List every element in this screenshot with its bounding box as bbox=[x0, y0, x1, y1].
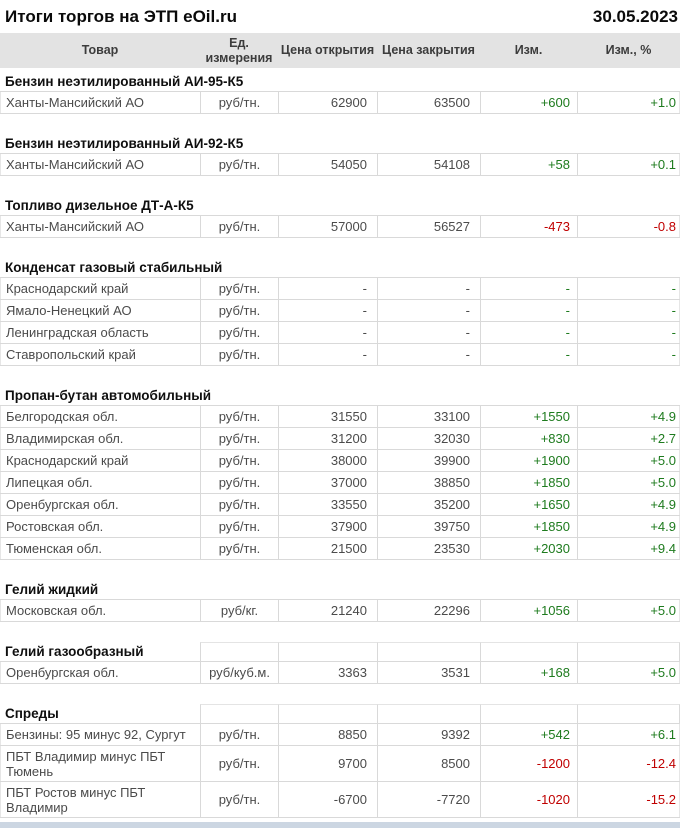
cell-product bbox=[0, 472, 200, 493]
cell-change: +1650 bbox=[480, 494, 577, 515]
cell-unit: руб/тн. bbox=[200, 450, 278, 471]
cell-unit: руб/тн. bbox=[200, 154, 278, 175]
cell-open-price: 21500 bbox=[278, 538, 377, 559]
cell-change: +1550 bbox=[480, 406, 577, 427]
cell-product bbox=[0, 344, 200, 365]
bottom-bar bbox=[0, 822, 680, 828]
cell-change-pct: +4.9 bbox=[577, 406, 680, 427]
product-label: Липецкая обл. bbox=[6, 475, 93, 490]
cell-unit: руб/тн. bbox=[200, 406, 278, 427]
table-row bbox=[0, 662, 680, 684]
table-row bbox=[0, 782, 680, 818]
product-label: Ростовская обл. bbox=[6, 519, 104, 534]
cell-change: +1056 bbox=[480, 600, 577, 621]
page-title: Итоги торгов на ЭТП eOil.ru bbox=[5, 6, 237, 26]
cell-change: +600 bbox=[480, 92, 577, 113]
cell-unit: руб/тн. bbox=[200, 538, 278, 559]
table-row bbox=[0, 724, 680, 746]
cell-open-price: - bbox=[278, 344, 377, 365]
cell-open-price: - bbox=[278, 300, 377, 321]
cell-unit: руб/тн. bbox=[200, 300, 278, 321]
cell-change-pct: +0.1 bbox=[577, 154, 680, 175]
section-header-empty-cell bbox=[577, 642, 680, 661]
cell-unit: руб/тн. bbox=[200, 216, 278, 237]
cell-change: +168 bbox=[480, 662, 577, 683]
cell-product bbox=[0, 450, 200, 471]
table-row bbox=[0, 300, 680, 322]
cell-change-pct: +5.0 bbox=[577, 472, 680, 493]
cell-product bbox=[0, 516, 200, 537]
cell-open-price: 37900 bbox=[278, 516, 377, 537]
cell-change-pct: -12.4 bbox=[577, 746, 680, 781]
section-header-row bbox=[0, 134, 680, 154]
cell-product bbox=[0, 538, 200, 559]
section-gap bbox=[0, 684, 680, 704]
column-header-4: Цена закрытия bbox=[382, 43, 475, 57]
product-label: Ханты-Мансийский АО bbox=[6, 95, 144, 110]
product-label: Владимирская обл. bbox=[6, 431, 124, 446]
product-label: Ханты-Мансийский АО bbox=[6, 219, 144, 234]
section-header-row bbox=[0, 196, 680, 216]
cell-product bbox=[0, 746, 200, 781]
cell-change: -1200 bbox=[480, 746, 577, 781]
section-title: Гелий газообразный bbox=[5, 644, 144, 659]
section-gap bbox=[0, 560, 680, 580]
table-body bbox=[0, 68, 680, 818]
product-label: Московская обл. bbox=[6, 603, 107, 618]
cell-change: +1850 bbox=[480, 472, 577, 493]
section-header-empty-cell bbox=[278, 704, 377, 723]
section-gap bbox=[0, 176, 680, 196]
cell-change-pct: +6.1 bbox=[577, 724, 680, 745]
cell-open-price: 57000 bbox=[278, 216, 377, 237]
cell-change: +58 bbox=[480, 154, 577, 175]
cell-unit: руб/тн. bbox=[200, 724, 278, 745]
cell-product bbox=[0, 782, 200, 817]
cell-product bbox=[0, 92, 200, 113]
cell-close-price: 39900 bbox=[377, 450, 480, 471]
cell-open-price: -6700 bbox=[278, 782, 377, 817]
section-title: Топливо дизельное ДТ-А-К5 bbox=[5, 198, 194, 213]
cell-change: +830 bbox=[480, 428, 577, 449]
cell-change: +1900 bbox=[480, 450, 577, 471]
cell-change-pct: +4.9 bbox=[577, 494, 680, 515]
cell-close-price: 35200 bbox=[377, 494, 480, 515]
cell-open-price: 38000 bbox=[278, 450, 377, 471]
cell-product bbox=[0, 428, 200, 449]
table-row bbox=[0, 406, 680, 428]
product-label: ПБТ Владимир минус ПБТ Тюмень bbox=[6, 748, 166, 779]
cell-change-pct: - bbox=[577, 300, 680, 321]
report-date: 30.05.2023 bbox=[592, 6, 678, 26]
report-title-bar bbox=[0, 0, 680, 31]
section-header-empty-cell bbox=[480, 642, 577, 661]
cell-change: +1850 bbox=[480, 516, 577, 537]
section-header-empty-cell bbox=[577, 704, 680, 723]
cell-change: +2030 bbox=[480, 538, 577, 559]
cell-product bbox=[0, 494, 200, 515]
cell-change-pct: +1.0 bbox=[577, 92, 680, 113]
cell-product bbox=[0, 216, 200, 237]
table-row bbox=[0, 746, 680, 782]
cell-product bbox=[0, 724, 200, 745]
section-gap bbox=[0, 622, 680, 642]
cell-close-price: 63500 bbox=[377, 92, 480, 113]
section-header-row bbox=[0, 704, 680, 724]
product-label: Бензины: 95 минус 92, Сургут bbox=[6, 727, 186, 742]
cell-open-price: 31200 bbox=[278, 428, 377, 449]
cell-change-pct: - bbox=[577, 322, 680, 343]
cell-open-price: 54050 bbox=[278, 154, 377, 175]
cell-close-price: - bbox=[377, 300, 480, 321]
table-row bbox=[0, 494, 680, 516]
cell-change-pct: +5.0 bbox=[577, 600, 680, 621]
cell-open-price: 31550 bbox=[278, 406, 377, 427]
table-row bbox=[0, 450, 680, 472]
cell-change: - bbox=[480, 322, 577, 343]
cell-product bbox=[0, 662, 200, 683]
cell-close-price: 32030 bbox=[377, 428, 480, 449]
table-row bbox=[0, 344, 680, 366]
cell-unit: руб/тн. bbox=[200, 782, 278, 817]
section-gap bbox=[0, 366, 680, 386]
cell-change-pct: - bbox=[577, 344, 680, 365]
column-header-2: Ед. измерения bbox=[205, 35, 273, 65]
cell-change-pct: -15.2 bbox=[577, 782, 680, 817]
cell-open-price: 3363 bbox=[278, 662, 377, 683]
cell-product bbox=[0, 322, 200, 343]
cell-close-price: -7720 bbox=[377, 782, 480, 817]
cell-change-pct: +5.0 bbox=[577, 662, 680, 683]
cell-change-pct: +9.4 bbox=[577, 538, 680, 559]
section-header-row bbox=[0, 72, 680, 92]
cell-change: +542 bbox=[480, 724, 577, 745]
table-header-row bbox=[0, 33, 680, 68]
cell-unit: руб/тн. bbox=[200, 278, 278, 299]
cell-unit: руб/тн. bbox=[200, 494, 278, 515]
section-header-empty-cell bbox=[200, 704, 278, 723]
cell-open-price: 9700 bbox=[278, 746, 377, 781]
table-row bbox=[0, 538, 680, 560]
product-label: Ставропольский край bbox=[6, 347, 136, 362]
cell-open-price: 37000 bbox=[278, 472, 377, 493]
cell-close-price: 3531 bbox=[377, 662, 480, 683]
cell-open-price: 62900 bbox=[278, 92, 377, 113]
section-header-empty-cell bbox=[278, 642, 377, 661]
section-title: Бензин неэтилированный АИ-92-К5 bbox=[5, 136, 244, 151]
cell-open-price: 8850 bbox=[278, 724, 377, 745]
cell-change-pct: -0.8 bbox=[577, 216, 680, 237]
table-row bbox=[0, 92, 680, 114]
product-label: Ленинградская область bbox=[6, 325, 149, 340]
cell-close-price: 22296 bbox=[377, 600, 480, 621]
section-title: Гелий жидкий bbox=[5, 582, 99, 597]
cell-unit: руб/тн. bbox=[200, 322, 278, 343]
cell-close-price: 23530 bbox=[377, 538, 480, 559]
section-gap bbox=[0, 238, 680, 258]
product-label: ПБТ Ростов минус ПБТ Владимир bbox=[6, 784, 146, 815]
table-row bbox=[0, 322, 680, 344]
product-label: Ханты-Мансийский АО bbox=[6, 157, 144, 172]
cell-close-price: - bbox=[377, 278, 480, 299]
cell-change: - bbox=[480, 278, 577, 299]
column-header-3: Цена открытия bbox=[280, 43, 375, 57]
cell-close-price: 33100 bbox=[377, 406, 480, 427]
column-header-1: Товар bbox=[81, 43, 119, 57]
table-row bbox=[0, 516, 680, 538]
cell-open-price: 33550 bbox=[278, 494, 377, 515]
cell-change-pct: +5.0 bbox=[577, 450, 680, 471]
table-row bbox=[0, 278, 680, 300]
section-header-empty-cell bbox=[377, 642, 480, 661]
product-label: Оренбургская обл. bbox=[6, 497, 119, 512]
section-header-empty-cell bbox=[480, 704, 577, 723]
section-gap bbox=[0, 114, 680, 134]
cell-change: -473 bbox=[480, 216, 577, 237]
table-row bbox=[0, 154, 680, 176]
cell-unit: руб/тн. bbox=[200, 428, 278, 449]
cell-product bbox=[0, 154, 200, 175]
product-label: Краснодарский край bbox=[6, 453, 129, 468]
cell-product bbox=[0, 406, 200, 427]
cell-unit: руб/тн. bbox=[200, 746, 278, 781]
cell-close-price: 38850 bbox=[377, 472, 480, 493]
cell-change: -1020 bbox=[480, 782, 577, 817]
table-row bbox=[0, 472, 680, 494]
cell-change-pct: +4.9 bbox=[577, 516, 680, 537]
cell-close-price: - bbox=[377, 344, 480, 365]
cell-open-price: 21240 bbox=[278, 600, 377, 621]
cell-unit: руб/куб.м. bbox=[200, 662, 278, 683]
cell-close-price: 54108 bbox=[377, 154, 480, 175]
column-header-6: Изм., % bbox=[605, 43, 652, 57]
section-header-empty-cell bbox=[200, 642, 278, 661]
product-label: Краснодарский край bbox=[6, 281, 129, 296]
cell-change-pct: +2.7 bbox=[577, 428, 680, 449]
cell-product bbox=[0, 300, 200, 321]
cell-close-price: 8500 bbox=[377, 746, 480, 781]
cell-change: - bbox=[480, 300, 577, 321]
table-row bbox=[0, 216, 680, 238]
cell-unit: руб/кг. bbox=[200, 600, 278, 621]
section-title: Спреды bbox=[5, 706, 59, 721]
cell-open-price: - bbox=[278, 322, 377, 343]
section-title: Бензин неэтилированный АИ-95-К5 bbox=[5, 74, 244, 89]
section-header-row bbox=[0, 580, 680, 600]
cell-unit: руб/тн. bbox=[200, 472, 278, 493]
product-label: Белгородская обл. bbox=[6, 409, 119, 424]
cell-unit: руб/тн. bbox=[200, 344, 278, 365]
product-label: Ямало-Ненецкий АО bbox=[6, 303, 132, 318]
cell-product bbox=[0, 600, 200, 621]
cell-unit: руб/тн. bbox=[200, 516, 278, 537]
table-row bbox=[0, 428, 680, 450]
section-header-row bbox=[0, 386, 680, 406]
cell-change-pct: - bbox=[577, 278, 680, 299]
section-title: Конденсат газовый стабильный bbox=[5, 260, 223, 275]
cell-product bbox=[0, 278, 200, 299]
section-title: Пропан-бутан автомобильный bbox=[5, 388, 212, 403]
cell-open-price: - bbox=[278, 278, 377, 299]
cell-close-price: 56527 bbox=[377, 216, 480, 237]
cell-close-price: - bbox=[377, 322, 480, 343]
section-header-row bbox=[0, 258, 680, 278]
product-label: Оренбургская обл. bbox=[6, 665, 119, 680]
cell-close-price: 39750 bbox=[377, 516, 480, 537]
cell-close-price: 9392 bbox=[377, 724, 480, 745]
table-row bbox=[0, 600, 680, 622]
cell-change: - bbox=[480, 344, 577, 365]
product-label: Тюменская обл. bbox=[6, 541, 102, 556]
cell-unit: руб/тн. bbox=[200, 92, 278, 113]
section-header-empty-cell bbox=[377, 704, 480, 723]
section-header-row bbox=[0, 642, 680, 662]
column-header-5: Изм. bbox=[514, 43, 543, 57]
